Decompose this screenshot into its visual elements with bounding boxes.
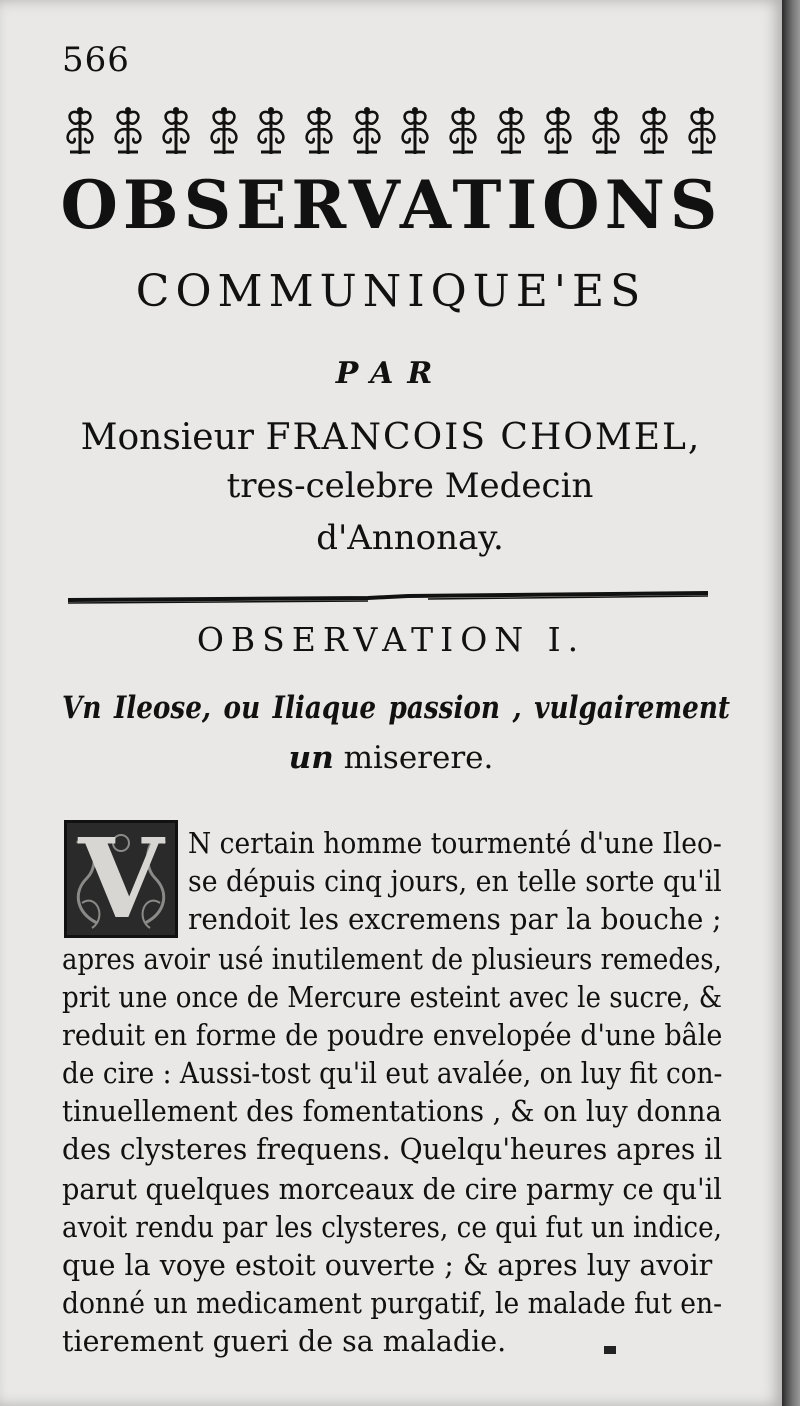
fleuron-icon <box>158 104 194 158</box>
fleuron-icon <box>540 104 576 158</box>
page-subtitle: COMMUNIQUE'ES <box>135 266 647 317</box>
body-line: rendoit les excremens par la bouche ; <box>188 903 722 936</box>
fleuron-icon <box>110 104 146 158</box>
body-line: des clysteres frequens. Quelqu'heures apres il <box>62 1133 723 1166</box>
body-line: apres avoir usé inutilement de plusieurs remedes, <box>62 943 722 976</box>
author-description: tres-celebre Medecin <box>226 466 594 506</box>
body-line: donné un medicament purgatif, le malade fut en- <box>62 1287 723 1320</box>
author-prefix: Monsieur <box>80 417 255 458</box>
caption-italic-word: un <box>288 740 334 776</box>
fleuron-icon <box>62 104 98 158</box>
observation-heading: OBSERVATION I. <box>196 620 586 659</box>
fleuron-icon <box>206 104 242 158</box>
catchword-mark <box>604 1346 616 1354</box>
body-line: se dépuis cinq jours, en telle sorte qu'il <box>188 865 722 898</box>
par-label: PAR <box>335 356 447 391</box>
body-line: avoit rendu par les clysteres, ce qui fut un indice, <box>62 1211 722 1244</box>
drop-cap-letter: V <box>78 814 164 943</box>
author-name: FRANCOIS CHOMEL, <box>265 417 702 458</box>
body-line: parut quelques morceaux de cire parmy ce qu'il <box>62 1173 722 1206</box>
fleuron-icon <box>349 104 385 158</box>
fleuron-icon <box>253 104 289 158</box>
fleuron-icon <box>301 104 337 158</box>
body-line: prit une once de Mercure esteint avec le sucre, & <box>62 981 722 1014</box>
fleuron-icon <box>397 104 433 158</box>
observation-caption-line2 <box>60 740 722 776</box>
book-spine <box>782 0 800 1406</box>
drop-cap-initial <box>64 814 178 943</box>
body-line: de cire : Aussi-tost qu'il eut avalée, on luy fit con- <box>62 1057 723 1090</box>
body-line: tinuellement des fomentations , & on luy donna <box>62 1095 722 1128</box>
caption-roman-word: miserere. <box>343 740 494 776</box>
fleuron-ornament-band <box>62 102 720 160</box>
fleuron-icon <box>588 104 624 158</box>
fleuron-icon <box>684 104 720 158</box>
page-number: 566 <box>62 40 130 80</box>
body-line: reduit en forme de poudre envelopée d'une bâle <box>62 1019 723 1052</box>
fleuron-icon <box>493 104 529 158</box>
body-line: que la voye estoit ouverte ; & apres luy avoir <box>62 1249 713 1282</box>
body-line: tierement gueri de sa maladie. <box>62 1325 507 1358</box>
observation-caption-line1: Vn Ileose, ou Iliaque passion , vulgairement <box>62 690 731 726</box>
author-town: d'Annonay. <box>316 518 504 558</box>
body-line: N certain homme tourmenté d'une Ileo- <box>188 827 722 860</box>
fleuron-icon <box>636 104 672 158</box>
page-title: OBSERVATIONS <box>60 166 723 244</box>
fleuron-icon <box>445 104 481 158</box>
separator-rule <box>68 590 708 606</box>
author-line <box>60 418 722 458</box>
